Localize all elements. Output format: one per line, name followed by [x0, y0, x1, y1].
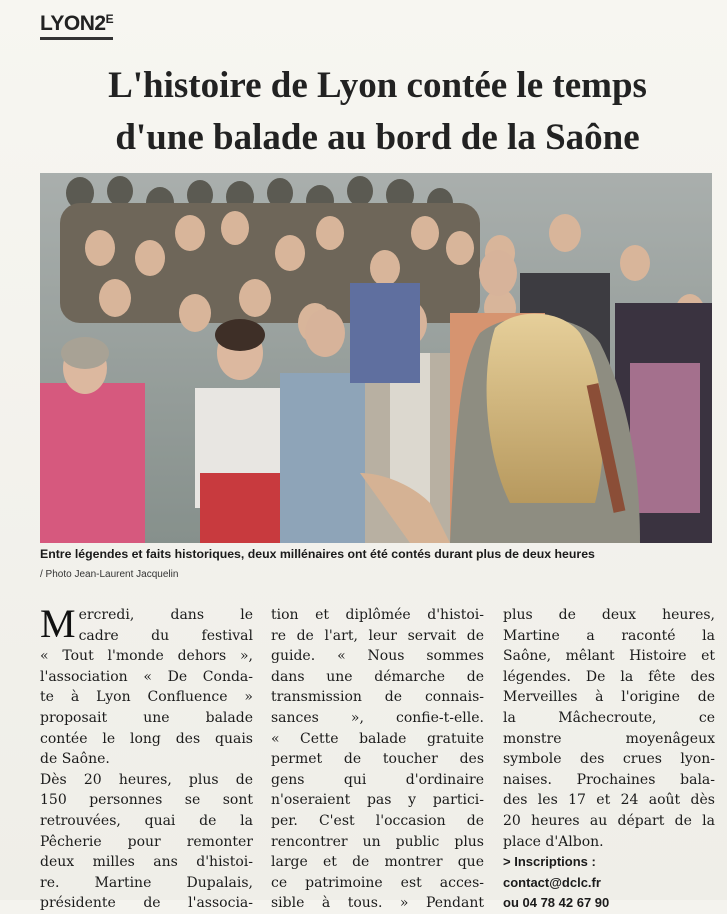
text-line: la Mâchecroute, ce — [503, 709, 715, 726]
contact-phone: ou 04 78 42 67 90 — [503, 895, 610, 911]
text-line: plus de deux heures, — [503, 607, 715, 623]
text-line: contée le long des quais — [40, 730, 253, 747]
text-line: « Tout l'monde dehors », — [40, 648, 253, 665]
text-line: proposait une balade — [40, 709, 253, 726]
text-line: sible à tous. » Pendant — [271, 895, 484, 912]
text-line: large et de montrer que — [271, 854, 484, 871]
text-line: per. C'est l'occasion de — [271, 812, 484, 829]
text-line: retrouvées, quai de la — [40, 812, 253, 829]
rubric-sup: E — [105, 12, 114, 26]
drop-cap: M — [40, 601, 76, 646]
text-line: Dès 20 heures, plus de — [40, 771, 253, 788]
article-column-3 — [503, 605, 715, 914]
text-line: légendes. De la fête des — [503, 668, 715, 685]
text-line: de Saône. — [40, 751, 110, 768]
text-line: cadre du festival — [78, 627, 253, 644]
crowd-photo-illustration — [40, 173, 712, 543]
text-line: l'association « De Conda- — [40, 668, 253, 685]
contact-email: contact@dclc.fr — [503, 874, 601, 890]
article-headline — [40, 60, 715, 164]
text-line: 150 personnes se sont — [40, 792, 253, 809]
article-column-2 — [271, 605, 484, 914]
rubric-name: LYON2 — [40, 12, 106, 35]
text-line: tion et diplômée d'histoi- — [271, 607, 484, 623]
text-line: monstre moyenâgeux — [503, 730, 715, 747]
text-line: présidente de l'associa- — [40, 895, 253, 912]
section-rubric — [40, 12, 113, 40]
text-line: re de l'art, leur servait de — [271, 627, 484, 644]
text-line: Martine a raconté la — [503, 627, 715, 644]
text-line: permet de toucher des — [271, 751, 484, 768]
headline-line-2: d'une balade au bord de la Saône — [115, 117, 640, 158]
photo-caption: Entre légendes et faits historiques, deux millénaires ont été contés durant plus de deux heures — [40, 547, 595, 561]
text-line: « Cette balade gratuite — [271, 730, 484, 747]
text-line: symbole des crues lyon- — [503, 751, 715, 768]
text-line: Saône, mêlant Histoire et — [503, 648, 715, 665]
text-line: te à Lyon Confluence » — [40, 689, 253, 706]
text-line: n'oseraient pas y partici- — [271, 792, 484, 809]
text-line: ce patrimoine est acces- — [271, 874, 484, 891]
text-line: deux milles ans d'histoi- — [40, 854, 253, 871]
headline-line-1: L'histoire de Lyon contée le temps — [108, 65, 647, 106]
text-line: des les 17 et 24 août dès — [503, 792, 715, 809]
contact-heading: > Inscriptions : — [503, 854, 596, 870]
photo-credit: / Photo Jean-Laurent Jacquelin — [40, 569, 179, 580]
text-line: ercredi, dans le — [78, 607, 253, 623]
text-line: place d'Albon. — [503, 833, 604, 850]
text-line: 20 heures au départ de la — [503, 812, 715, 829]
text-line: rencontrer un public plus — [271, 833, 484, 850]
text-line: Merveilles à l'origine de — [503, 689, 715, 706]
text-line: transmission de connais- — [271, 689, 484, 706]
text-line: Pêcherie pour remonter — [40, 833, 253, 850]
text-line: re. Martine Dupalais, — [40, 874, 253, 891]
text-line: gens qui d'ordinaire — [271, 771, 484, 788]
article-photo — [40, 173, 712, 543]
text-line: sances », confie-t-elle. — [271, 709, 484, 726]
text-line: dans une démarche de — [271, 668, 484, 685]
article-column-1 — [40, 601, 253, 914]
text-line: naises. Prochaines bala- — [503, 771, 715, 788]
text-line: guide. « Nous sommes — [271, 648, 484, 665]
